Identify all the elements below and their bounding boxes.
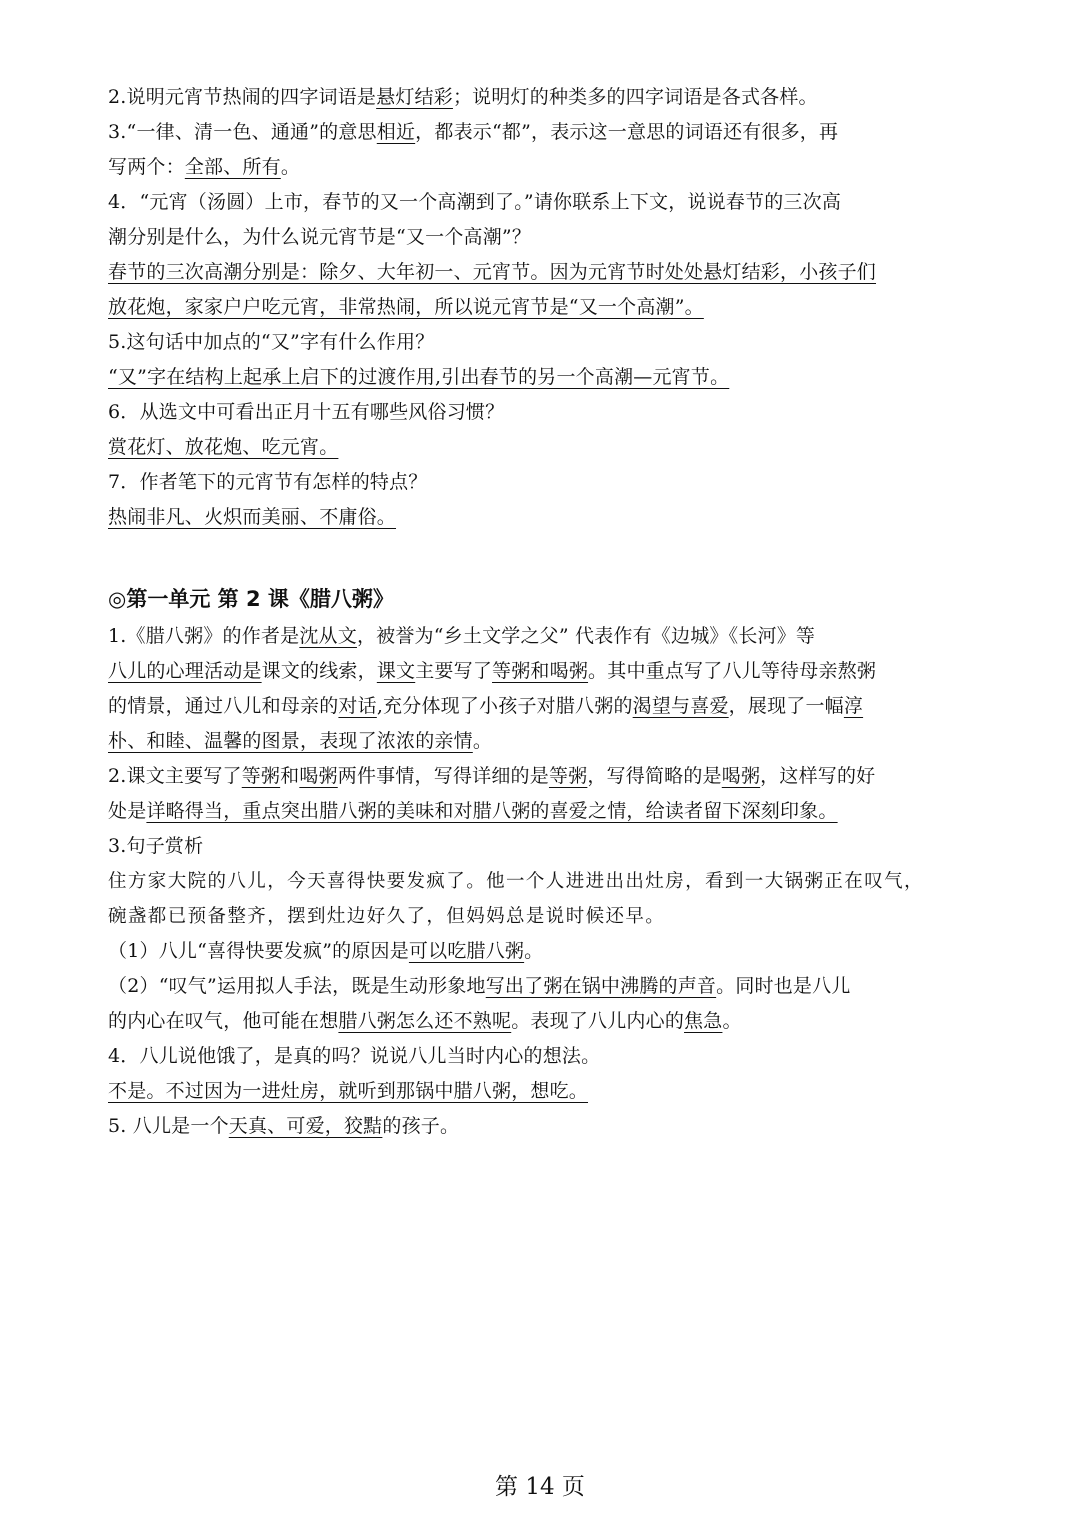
text: 和 bbox=[280, 765, 300, 787]
paragraph-1-line-1 bbox=[108, 619, 978, 654]
paragraph-1-line-3 bbox=[108, 689, 978, 724]
answer-4-line-1 bbox=[108, 255, 978, 290]
answer-underlined: 写出了粥在锅中沸腾的声音 bbox=[485, 975, 717, 997]
answer-underlined: 腊八粥怎么还不熟呢 bbox=[338, 1010, 512, 1032]
text: 的情景，通过八儿和母亲的 bbox=[108, 695, 339, 717]
answer-underlined: 等粥和喝粥 bbox=[492, 660, 589, 682]
answer-underlined: 焦急 bbox=[684, 1010, 723, 1032]
question-text: 。 bbox=[280, 156, 301, 178]
answer-underlined: 等粥 bbox=[241, 765, 281, 787]
text: 。 bbox=[722, 1010, 742, 1032]
text: 两件事情，写得详细的是 bbox=[337, 765, 549, 787]
answer-underlined: 喝粥 bbox=[299, 765, 338, 787]
text: （1）八儿“喜得快要发疯”的原因是 bbox=[108, 940, 409, 962]
text: 。 bbox=[472, 730, 493, 752]
question-3-line-2 bbox=[108, 150, 978, 185]
question-5-lesson-2 bbox=[108, 1109, 978, 1144]
answer-underlined: 沈从文 bbox=[299, 625, 357, 647]
question-5: 5.这句话中加点的“又”字有什么作用？ bbox=[108, 331, 435, 353]
answer-underlined: 不是。不过因为一进灶房，就听到那锅中腊八粥，想吃。 bbox=[108, 1080, 589, 1102]
text: 的内心在叹气，他可能在想 bbox=[108, 1010, 339, 1032]
answer-4-lesson-2 bbox=[108, 1074, 978, 1109]
text: ，这样写的好 bbox=[760, 765, 876, 787]
answer-underlined: 放花炮，家家户户吃元宵，非常热闹，所以说元宵节是“又一个高潮”。 bbox=[108, 296, 704, 318]
paragraph-2-line-1 bbox=[108, 759, 978, 794]
question-text: 2.说明元宵节热闹的四字词语是 bbox=[108, 86, 377, 108]
text: ,充分体现了小孩子对腊八粥的 bbox=[376, 695, 633, 717]
text: 1.《腊八粥》的作者是 bbox=[108, 625, 300, 647]
answer-underlined: 相近 bbox=[376, 121, 416, 143]
answer-7 bbox=[108, 500, 978, 535]
text: 2.课文主要写了 bbox=[108, 765, 242, 787]
sub-question-2-line-2 bbox=[108, 1004, 978, 1039]
document-body bbox=[108, 80, 978, 1144]
question-4-lesson-2: 4．八儿说他饿了，是真的吗？说说八儿当时内心的想法。 bbox=[108, 1045, 601, 1067]
paragraph-1-line-2 bbox=[108, 654, 978, 689]
text: 课文的线索， bbox=[261, 660, 377, 682]
answer-underlined: 对话 bbox=[338, 695, 377, 717]
text: ，被誉为“乡土文学之父” 代表作有《边城》《长河》等 bbox=[356, 625, 816, 647]
answer-underlined: 渴望与喜爱 bbox=[632, 695, 729, 717]
answer-6 bbox=[108, 430, 978, 465]
page-number: 第 14 页 bbox=[495, 1474, 585, 1500]
answer-5 bbox=[108, 360, 978, 395]
paragraph-3-title: 3.句子赏析 bbox=[108, 835, 204, 857]
question-2 bbox=[108, 80, 978, 115]
text: 。同时也是八儿 bbox=[716, 975, 851, 997]
answer-underlined: 详略得当，重点突出腊八粥的美味和对腊八粥的喜爱之情，给读者留下深刻印象。 bbox=[146, 800, 838, 822]
question-4-line-2: 潮分别是什么，为什么说元宵节是“又一个高潮”？ bbox=[108, 226, 532, 248]
answer-4-line-2 bbox=[108, 290, 978, 325]
question-4-line-1: 4．“元宵（汤圆）上市，春节的又一个高潮到了。”请你联系上下文，说说春节的三次高 bbox=[108, 191, 842, 213]
question-text: ，都表示“都”，表示这一意思的词语还有很多，再 bbox=[415, 121, 839, 143]
sub-question-1 bbox=[108, 934, 978, 969]
passage-line-1: 住方家大院的八儿，今天喜得快要发疯了。他一个人进进出出灶房，看到一大锅粥正在叹气， bbox=[108, 871, 924, 892]
text: 主要写了 bbox=[415, 660, 493, 682]
answer-underlined: 等粥 bbox=[548, 765, 588, 787]
paragraph-1-line-4 bbox=[108, 724, 978, 759]
answer-underlined: 可以吃腊八粥 bbox=[408, 940, 525, 962]
section-heading: ◎第一单元 第 2 课《腊八粥》 bbox=[108, 587, 394, 611]
answer-underlined: 春节的三次高潮分别是：除夕、大年初一、元宵节。因为元宵节时处处悬灯结彩，小孩子们 bbox=[108, 261, 877, 283]
text: 5. 八儿是一个 bbox=[108, 1115, 229, 1137]
sub-question-2-line-1 bbox=[108, 969, 978, 1004]
text: 的孩子。 bbox=[382, 1115, 460, 1137]
answer-underlined: 天真、可爱，狡黠 bbox=[228, 1115, 383, 1137]
question-text: 3.“一律、清一色、通通”的意思 bbox=[108, 121, 377, 143]
answer-underlined: 全部、所有 bbox=[184, 156, 281, 178]
answer-underlined: 喝粥 bbox=[721, 765, 761, 787]
text: 。其中重点写了八儿等待母亲熬粥 bbox=[588, 660, 877, 682]
answer-underlined: 热闹非凡、火炽而美丽、不庸俗。 bbox=[108, 506, 397, 528]
answer-underlined: 赏花灯、放花炮、吃元宵。 bbox=[108, 436, 339, 458]
text: 。表现了八儿内心的 bbox=[511, 1010, 685, 1032]
passage-line-2: 碗盏都已预备整齐，摆到灶边好久了，但妈妈总是说时候还早。 bbox=[108, 906, 666, 927]
answer-underlined: “又”字在结构上起承上启下的过渡作用,引出春节的另一个高潮—元宵节。 bbox=[108, 366, 730, 388]
text: 。 bbox=[524, 940, 544, 962]
text: 处是 bbox=[108, 800, 147, 822]
question-text: ；说明灯的种类多的四字词语是各式各样。 bbox=[452, 86, 818, 108]
question-3-line-1 bbox=[108, 115, 978, 150]
question-text: 写两个： bbox=[108, 156, 185, 178]
answer-underlined: 课文 bbox=[376, 660, 416, 682]
paragraph-2-line-2 bbox=[108, 794, 978, 829]
question-6: 6．从选文中可看出正月十五有哪些风俗习惯？ bbox=[108, 401, 505, 423]
question-7: 7．作者笔下的元宵节有怎样的特点？ bbox=[108, 471, 428, 493]
text: （2）“叹气”运用拟人手法，既是生动形象地 bbox=[108, 975, 486, 997]
answer-underlined: 八儿的心理活动是 bbox=[108, 660, 262, 682]
text: ，写得简略的是 bbox=[587, 765, 722, 787]
answer-underlined: 朴、和睦、温馨的图景，表现了浓浓的亲情 bbox=[108, 730, 473, 752]
answer-underlined: 悬灯结彩 bbox=[376, 86, 453, 108]
answer-underlined: 淳 bbox=[843, 695, 864, 717]
text: ，展现了一幅 bbox=[728, 695, 844, 717]
